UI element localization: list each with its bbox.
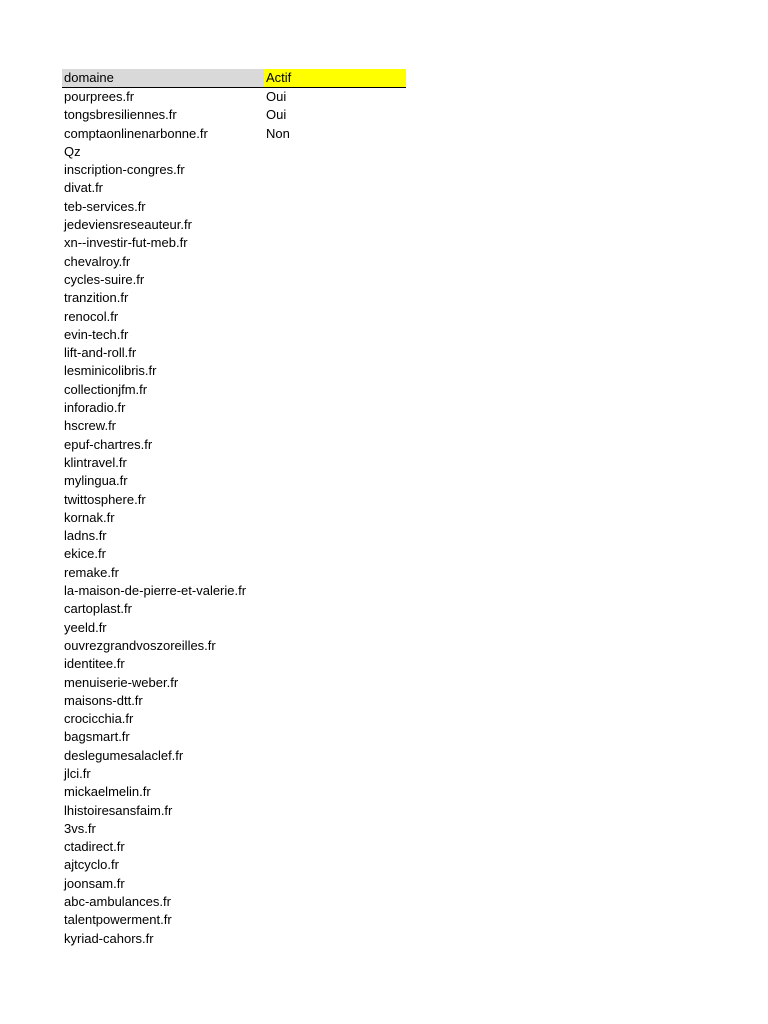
actif-cell [264, 344, 406, 362]
domain-cell: renocol.fr [64, 308, 119, 324]
actif-cell [264, 216, 406, 234]
table-row [62, 619, 406, 637]
table-row [62, 289, 406, 307]
table-row [62, 417, 406, 435]
actif-cell [264, 545, 406, 563]
domain-cell: joonsam.fr [64, 875, 125, 891]
actif-cell [264, 783, 406, 801]
table-row [62, 161, 406, 179]
actif-cell [264, 582, 406, 600]
domain-cell: inforadio.fr [64, 400, 126, 416]
actif-cell [264, 710, 406, 728]
table-row [62, 454, 406, 472]
table-row [62, 582, 406, 600]
actif-cell [264, 179, 406, 197]
domain-cell: lesminicolibris.fr [64, 363, 157, 379]
actif-cell [264, 527, 406, 545]
actif-cell [264, 198, 406, 216]
actif-cell [264, 143, 406, 161]
table-row [62, 179, 406, 197]
actif-cell [264, 875, 406, 893]
table-row [62, 106, 406, 124]
table-row [62, 436, 406, 454]
domain-cell: ladns.fr [64, 528, 107, 544]
domain-cell: ouvrezgrandvoszoreilles.fr [64, 637, 216, 653]
domain-cell: evin-tech.fr [64, 326, 129, 342]
domain-cell: bagsmart.fr [64, 729, 130, 745]
table-row [62, 216, 406, 234]
domain-cell: maisons-dtt.fr [64, 692, 143, 708]
column-header-domaine: domaine [62, 69, 264, 87]
domain-cell: pourprees.fr [64, 89, 135, 104]
table-row [62, 747, 406, 765]
actif-cell [264, 765, 406, 783]
table-row [62, 674, 406, 692]
table-row [62, 655, 406, 673]
table-row [62, 253, 406, 271]
table-row [62, 344, 406, 362]
actif-cell [264, 802, 406, 820]
actif-cell [264, 619, 406, 637]
domain-cell: identitee.fr [64, 656, 125, 672]
actif-cell [264, 472, 406, 490]
actif-cell [264, 637, 406, 655]
actif-cell [264, 289, 406, 307]
table-row [62, 600, 406, 618]
table-row [62, 143, 406, 161]
domain-cell: la-maison-de-pierre-et-valerie.fr [64, 583, 247, 599]
table-row [62, 308, 406, 326]
actif-cell [264, 747, 406, 765]
table-row [62, 326, 406, 344]
domain-cell: talentpowerment.fr [64, 912, 172, 928]
table-row [62, 234, 406, 252]
table-row [62, 527, 406, 545]
actif-cell [264, 253, 406, 271]
table-row [62, 472, 406, 490]
domain-cell: comptaonlinenarbonne.fr [64, 125, 208, 141]
domain-cell: cartoplast.fr [64, 601, 132, 617]
domain-cell: lhistoiresansfaim.fr [64, 802, 173, 818]
table-row [62, 765, 406, 783]
actif-cell [264, 692, 406, 710]
domain-cell: teb-services.fr [64, 198, 146, 214]
table-row [62, 856, 406, 874]
actif-cell [264, 417, 406, 435]
domain-cell: kyriad-cahors.fr [64, 930, 154, 946]
domain-cell: crocicchia.fr [64, 711, 134, 727]
domain-cell: abc-ambulances.fr [64, 894, 171, 910]
actif-cell [264, 436, 406, 454]
actif-cell [264, 728, 406, 746]
domain-cell: xn--investir-fut-meb.fr [64, 235, 188, 251]
actif-cell [264, 399, 406, 417]
table-row [62, 783, 406, 801]
domain-cell: ajtcyclo.fr [64, 857, 119, 873]
table-row [62, 911, 406, 929]
domain-cell: 3vs.fr [64, 820, 96, 836]
actif-cell [264, 326, 406, 344]
actif-cell: Oui [266, 89, 287, 104]
domain-cell: kornak.fr [64, 509, 115, 525]
actif-cell [264, 893, 406, 911]
actif-cell [264, 491, 406, 509]
table-row [62, 88, 406, 106]
domain-cell: epuf-chartres.fr [64, 436, 153, 452]
actif-cell [264, 856, 406, 874]
domain-cell: yeeld.fr [64, 619, 107, 635]
column-header-actif: Actif [264, 69, 406, 87]
table-row [62, 802, 406, 820]
table-row [62, 564, 406, 582]
table-row [62, 271, 406, 289]
domain-cell: inscription-congres.fr [64, 162, 185, 178]
actif-cell [264, 564, 406, 582]
actif-cell [264, 820, 406, 838]
actif-cell [264, 930, 406, 948]
actif-cell [264, 454, 406, 472]
table-row [62, 838, 406, 856]
table-header-row [62, 69, 406, 88]
actif-cell [264, 911, 406, 929]
domain-cell: tranzition.fr [64, 290, 129, 306]
domain-cell: mylingua.fr [64, 473, 128, 489]
domain-cell: Qz [64, 143, 81, 159]
domain-cell: remake.fr [64, 564, 119, 580]
table-row [62, 637, 406, 655]
domain-cell: divat.fr [64, 180, 104, 196]
actif-cell [264, 362, 406, 380]
domain-cell: jlci.fr [64, 765, 91, 781]
actif-cell [264, 271, 406, 289]
table-row [62, 545, 406, 563]
domain-cell: twittosphere.fr [64, 491, 146, 507]
table-row [62, 509, 406, 527]
domain-cell: klintravel.fr [64, 454, 127, 470]
domain-cell: tongsbresiliennes.fr [64, 107, 177, 123]
actif-cell [264, 600, 406, 618]
actif-cell [264, 655, 406, 673]
domain-cell: lift-and-roll.fr [64, 345, 137, 361]
domain-cell: deslegumesalaclef.fr [64, 747, 184, 763]
actif-cell [264, 308, 406, 326]
domain-cell: menuiserie-weber.fr [64, 674, 179, 690]
spreadsheet-table [62, 69, 406, 948]
table-row [62, 875, 406, 893]
domain-cell: jedeviensreseauteur.fr [64, 217, 192, 233]
domain-cell: ekice.fr [64, 546, 106, 562]
table-row [62, 710, 406, 728]
actif-cell [264, 381, 406, 399]
table-row [62, 125, 406, 143]
table-row [62, 930, 406, 948]
domain-cell: ctadirect.fr [64, 839, 125, 855]
table-row [62, 820, 406, 838]
table-row [62, 399, 406, 417]
domain-cell: cycles-suire.fr [64, 271, 145, 287]
table-row [62, 692, 406, 710]
actif-cell [264, 234, 406, 252]
actif-cell [264, 161, 406, 179]
table-row [62, 381, 406, 399]
domain-cell: collectionjfm.fr [64, 381, 148, 397]
domain-cell: hscrew.fr [64, 418, 117, 434]
table-body [62, 88, 406, 948]
domain-cell: chevalroy.fr [64, 253, 131, 269]
table-row [62, 198, 406, 216]
actif-cell: Oui [266, 107, 287, 123]
table-row [62, 728, 406, 746]
table-row [62, 491, 406, 509]
actif-cell: Non [266, 125, 290, 141]
table-row [62, 362, 406, 380]
actif-cell [264, 674, 406, 692]
actif-cell [264, 509, 406, 527]
actif-cell [264, 838, 406, 856]
domain-cell: mickaelmelin.fr [64, 784, 151, 800]
table-row [62, 893, 406, 911]
